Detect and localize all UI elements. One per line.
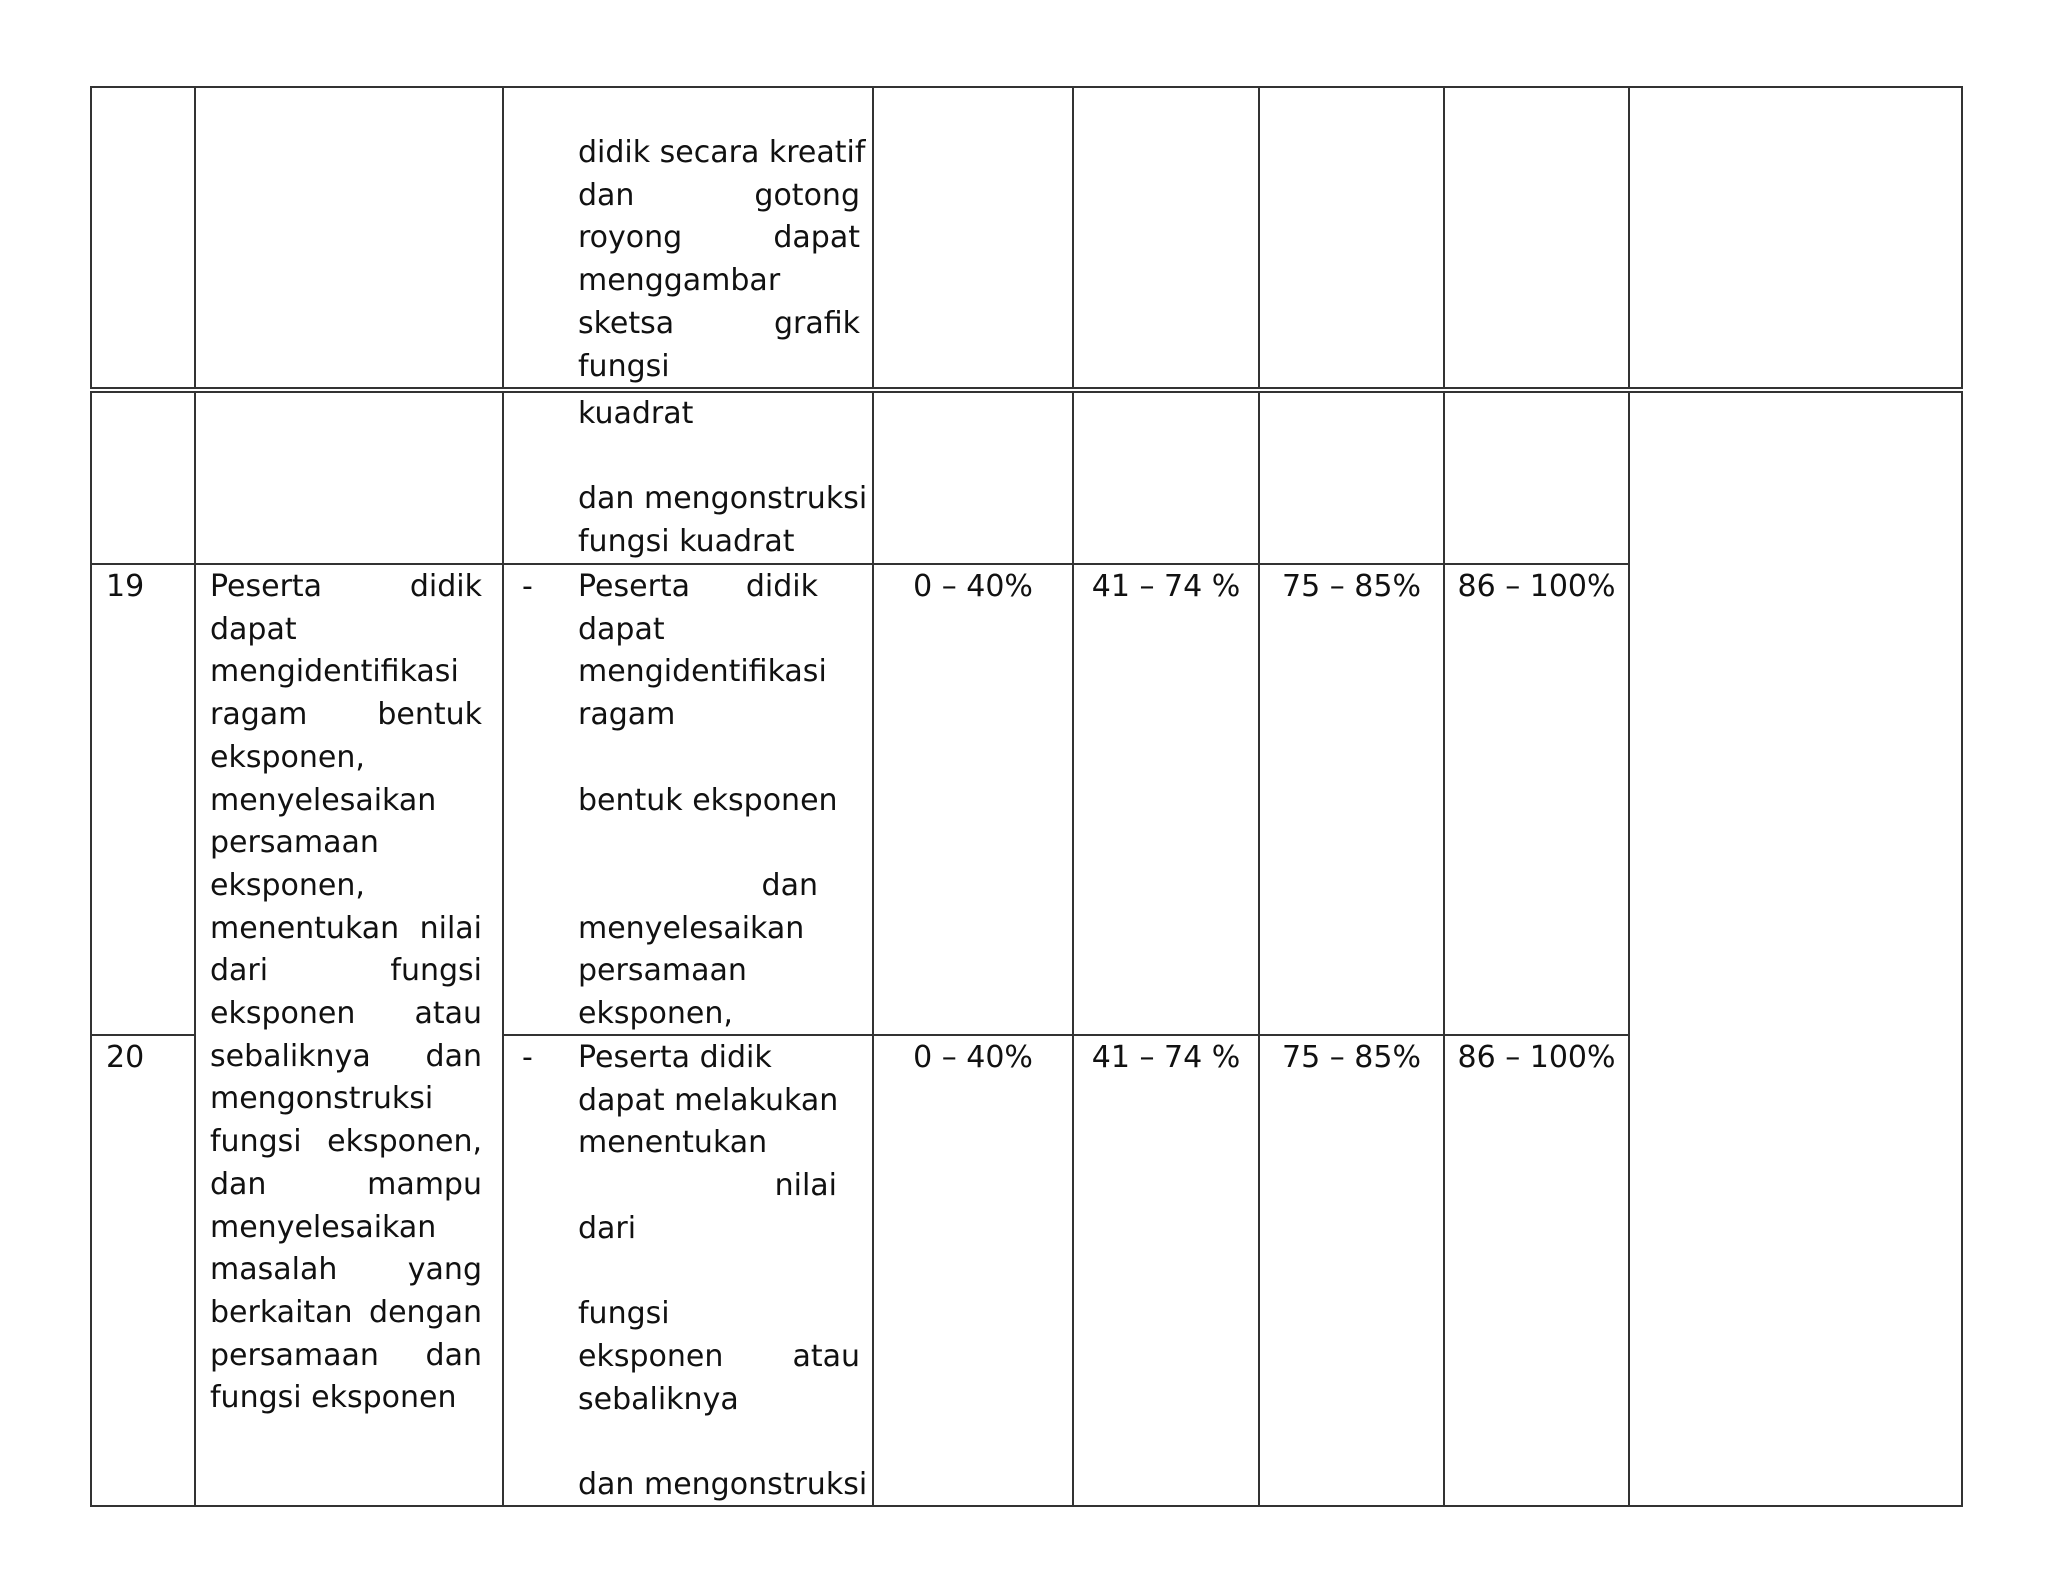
table-border	[90, 387, 1962, 389]
indicator-continuation-mid: kuadrat dan mengonstruksi fungsi kuadrat	[578, 396, 868, 560]
table-border	[1628, 391, 1630, 1507]
indicator-text: Peserta didik dapat mengidentifikasi ragam bentuk eksponen dan menyelesaikan persamaan eksponen,	[578, 569, 838, 1032]
table-border	[1443, 391, 1445, 1507]
score-cell: 41 – 74 %	[1091, 1040, 1241, 1075]
table-border	[1961, 86, 1963, 389]
table-border	[90, 86, 92, 389]
table-border	[90, 1505, 1962, 1507]
score-cell: 41 – 74 %	[1091, 569, 1241, 604]
score-cell: 86 – 100%	[1457, 569, 1616, 604]
competency-text: Peserta didik dapat mengidentifikasi ragam bentuk eksponen, menyelesaikan persamaan eksponen, menentukan nilai dari fungsi eksponen atau sebaliknya dan mengonstruksi fungsi eksponen, dan mampu menyelesaikan masalah yang berkaitan dengan persamaan dan fungsi eksponen	[210, 569, 482, 1416]
table-border	[502, 86, 504, 389]
score-cell: 75 – 85%	[1282, 1040, 1421, 1075]
table-border	[1961, 391, 1963, 1507]
table-border	[90, 391, 1962, 393]
table-border	[1072, 391, 1074, 1507]
bullet: -	[522, 1040, 533, 1075]
row-number: 19	[106, 569, 145, 604]
table-border	[872, 86, 874, 389]
bullet: -	[522, 569, 533, 604]
table-border	[194, 391, 196, 1507]
indicator-text: Peserta didik dapat melakukan menentukan nilai dari fungsi eksponen atau sebaliknya dan mengonstruksi	[578, 1040, 868, 1503]
score-cell: 0 – 40%	[913, 569, 1033, 604]
table-border	[1258, 391, 1260, 1507]
table-border	[1443, 86, 1445, 389]
table-border	[90, 391, 92, 1507]
table-border	[90, 86, 1962, 88]
table-border	[502, 391, 504, 1507]
table-border	[1072, 86, 1074, 389]
table-border	[194, 86, 196, 389]
score-cell: 86 – 100%	[1457, 1040, 1616, 1075]
table-border	[872, 391, 874, 1507]
score-cell: 75 – 85%	[1282, 569, 1421, 604]
score-cell: 0 – 40%	[913, 1040, 1033, 1075]
table-border	[1258, 86, 1260, 389]
table-border	[1628, 86, 1630, 389]
indicator-continuation-top: didik secara kreatif dan gotong royong dapat menggambar sketsa grafik fungsi	[578, 135, 866, 384]
row-number: 20	[106, 1040, 145, 1075]
table-border	[90, 1034, 194, 1036]
